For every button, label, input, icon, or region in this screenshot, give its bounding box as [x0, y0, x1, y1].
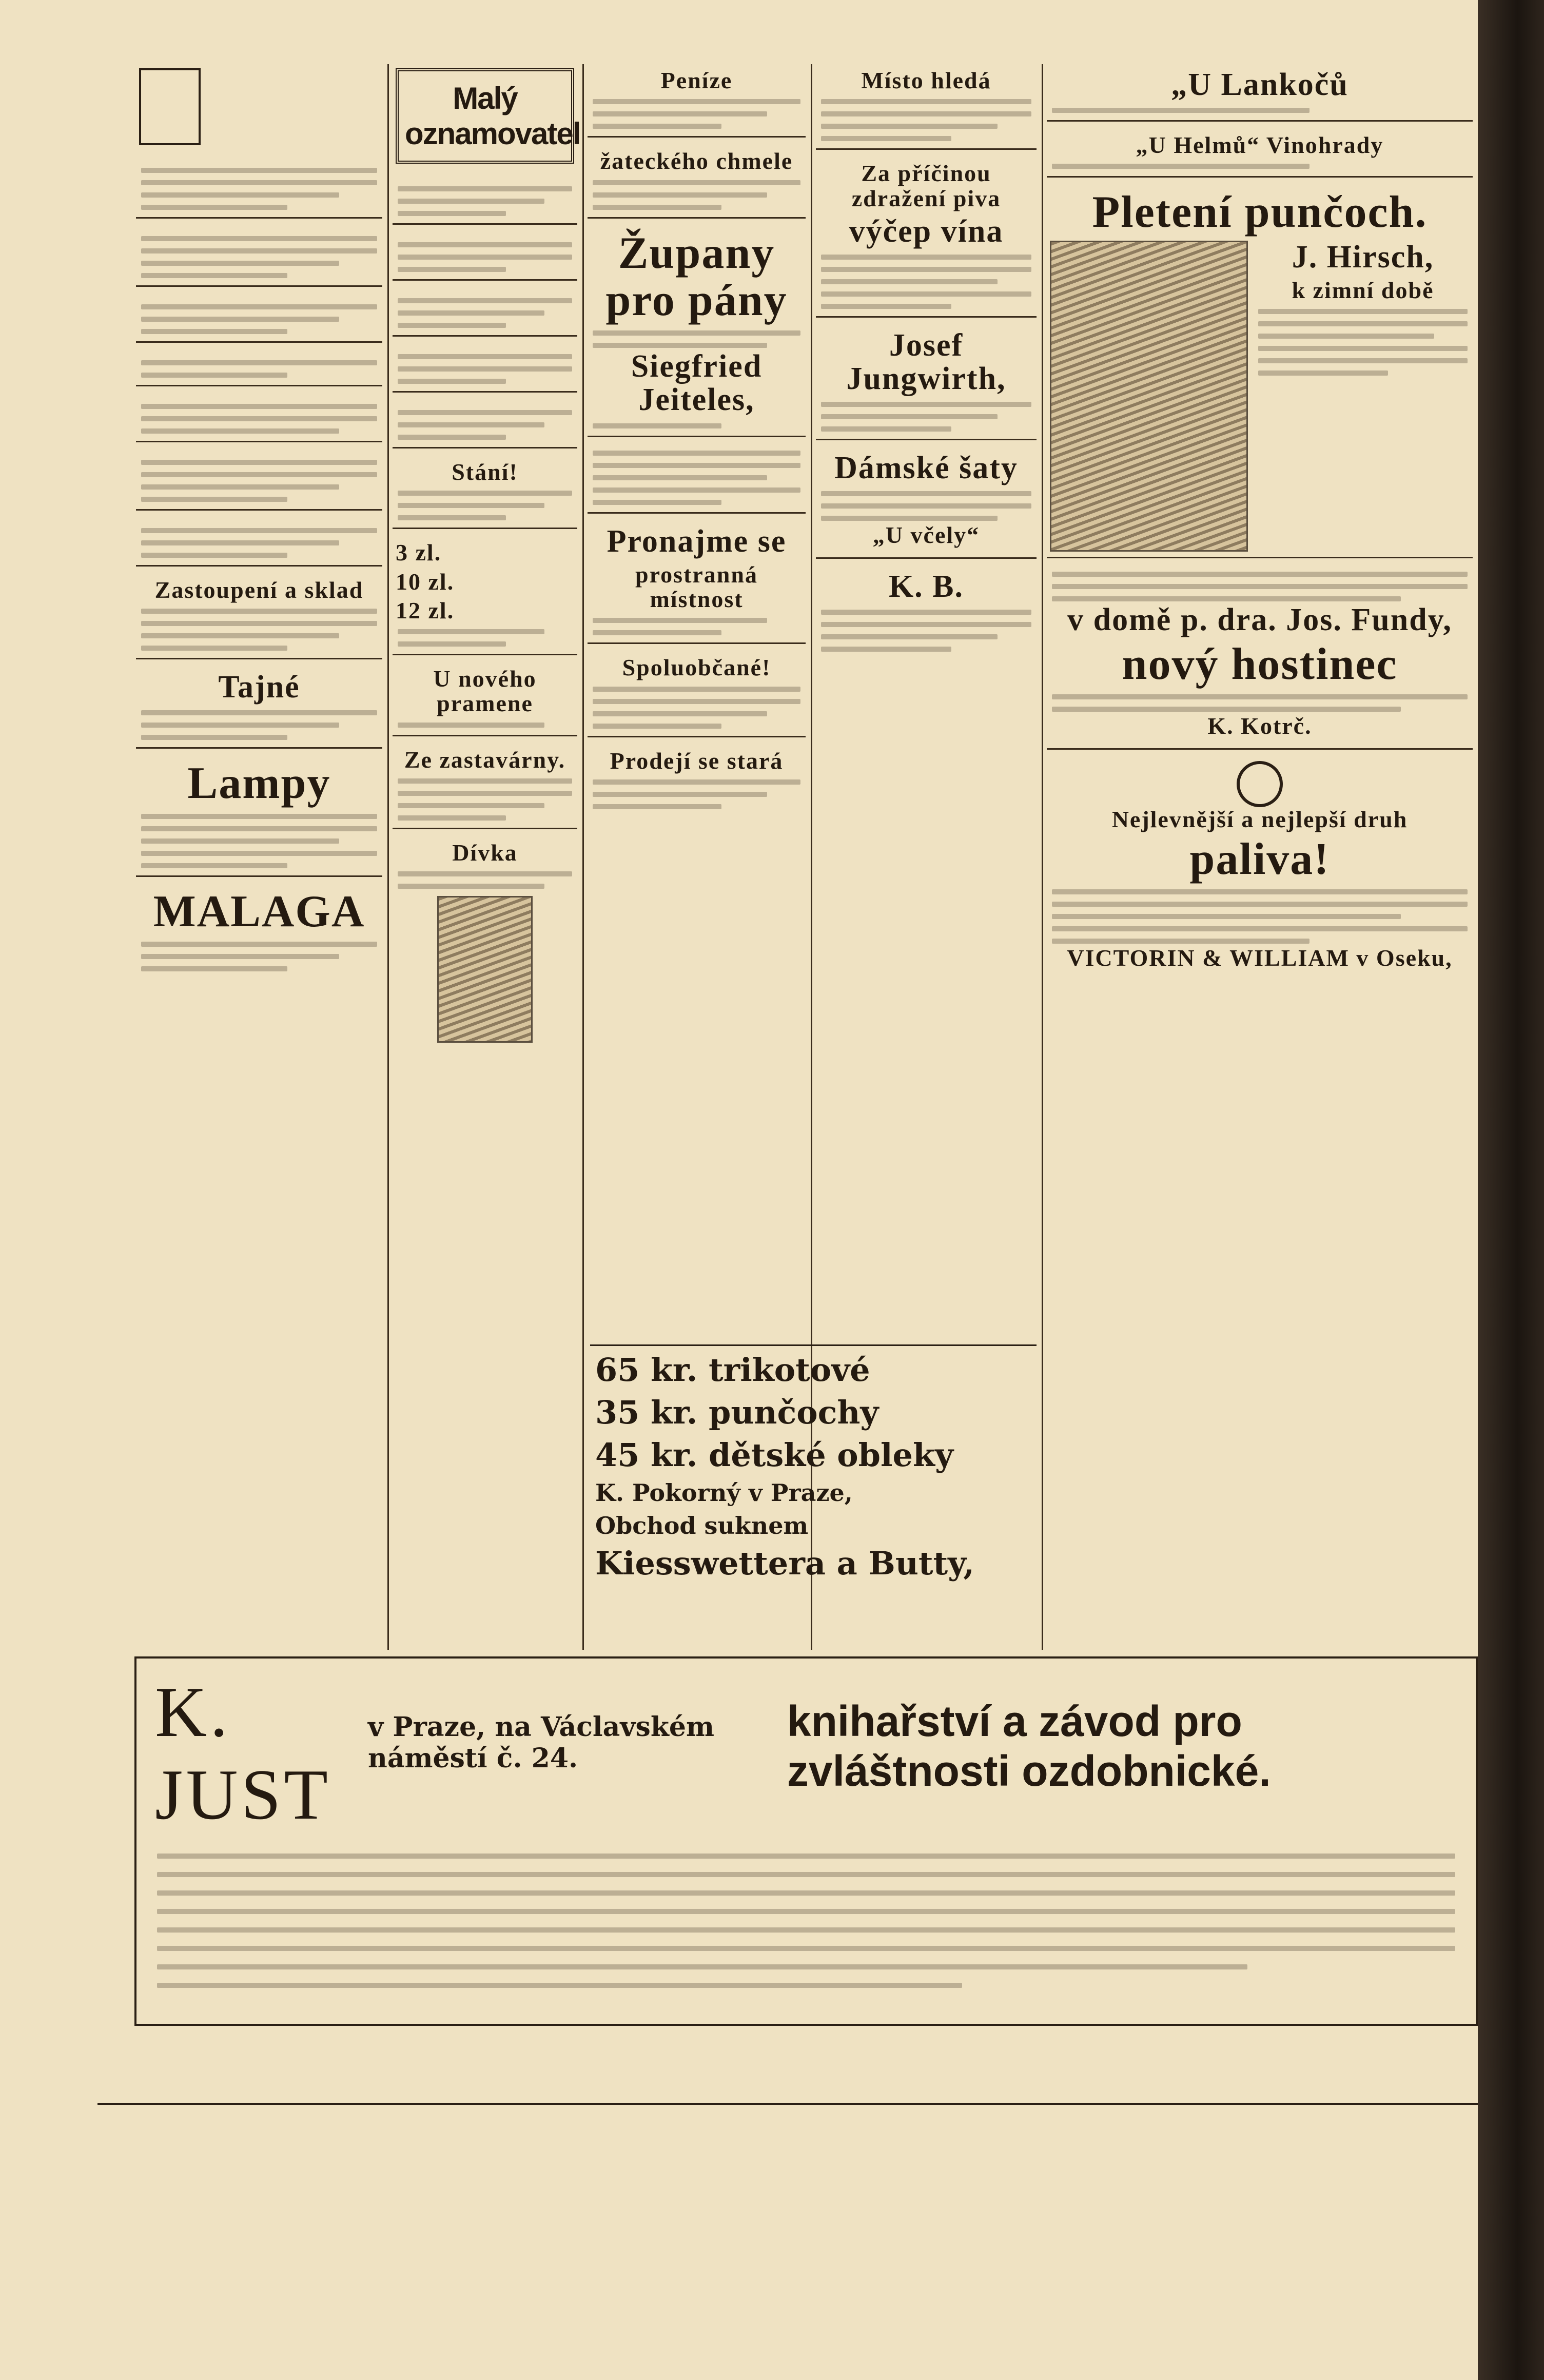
classified-ad: [136, 294, 382, 343]
classified-ad: [393, 176, 577, 225]
ad-heading: „U Helmů“ Vinohrady: [1136, 132, 1384, 159]
classified-ad: [136, 158, 382, 219]
price-line: 12 zl.: [396, 597, 455, 623]
ad-paliva: [1047, 757, 1473, 980]
ad-heading: Za příčinou zdražení piva: [851, 160, 1001, 211]
masthead-title: Malý oznamovatel: [396, 68, 574, 164]
ad-noveho-pramene: [393, 662, 577, 736]
classified-ad: [136, 350, 382, 386]
ad-subheading: výčep vína: [849, 213, 1004, 249]
column-divider: [582, 64, 584, 1650]
ad-jungwirth: [816, 325, 1037, 440]
ad-address: v Praze, na Václavském náměstí č. 24.: [368, 1711, 714, 1774]
ad-heading: Peníze: [660, 67, 733, 93]
classified-ad: [136, 450, 382, 511]
classified-ad: [136, 518, 382, 567]
ad-heading: „U Lankočů: [1171, 67, 1348, 102]
ad-heading: Spoluobčané!: [622, 654, 771, 681]
ad-subheading: „U včely“: [872, 522, 980, 549]
ad-heading: Nejlevnější a nejlepší druh: [1111, 806, 1408, 832]
ad-heading: MALAGA: [153, 886, 365, 937]
price-line: 10 zl.: [396, 568, 455, 595]
ad-heading: U nového pramene: [433, 666, 537, 717]
ad-heading: Dámské šaty: [834, 451, 1018, 486]
ad-kb: [816, 566, 1037, 659]
ad-subheading: nový hostinec: [1122, 639, 1398, 689]
ad-heading: Pletení punčoch.: [1092, 187, 1428, 238]
column-2: [393, 64, 580, 1650]
ad-heading: K. B.: [888, 569, 964, 604]
classified-ad: [393, 288, 577, 337]
column-5: [1047, 64, 1473, 1650]
footer-rule: [97, 2103, 1478, 2105]
ad-subheading: Kiesswettera a Butty,: [595, 1545, 974, 1582]
book-spine-edge: [1478, 0, 1544, 2380]
classified-ad: [393, 344, 577, 393]
ad-hirsch: [1047, 185, 1473, 558]
ad-heading: Místo hledá: [861, 67, 991, 93]
knitting-machine-illustration: [1050, 241, 1248, 552]
ad-zdrazeni: [816, 157, 1037, 318]
ad-subheading: prostranná místnost: [635, 561, 758, 612]
ad-penize: [588, 64, 806, 138]
classified-ad: [393, 232, 577, 281]
crossed-hammers-icon: [1237, 761, 1283, 807]
ad-lampy: [136, 756, 382, 876]
ad-misto: [816, 64, 1037, 150]
ad-hostinec: [1047, 565, 1473, 750]
wide-ad-just: [134, 1656, 1478, 2026]
ad-price-line: 35 kr. punčochy: [595, 1394, 879, 1431]
bottom-ads: [590, 1344, 1037, 1649]
ad-name: K. JUST: [155, 1672, 331, 1835]
ad-heading: Tajné: [218, 670, 300, 705]
ad-stani: [393, 456, 577, 529]
classified-ad: [136, 394, 382, 442]
ad-heading: Prodejí se stará: [610, 747, 784, 774]
ad-signature: K. Kotrč.: [1207, 713, 1312, 739]
masthead-left-box: [139, 68, 201, 145]
classified-ad: [588, 444, 806, 514]
ad-heading: Lampy: [187, 758, 331, 809]
ad-trade: knihařství a závod pro zvláštnosti ozdobnické.: [787, 1697, 1271, 1795]
ad-pronajme: [588, 521, 806, 645]
ad-divka: [393, 836, 577, 1053]
ad-lankocu: [1047, 64, 1473, 122]
ad-malaga: [136, 884, 382, 979]
ad-heading: Pronajme se: [607, 523, 787, 559]
ad-heading: žateckého chmele: [600, 148, 793, 174]
ad-spoluobcane: [588, 651, 806, 737]
ad-subheading: K. Pokorný v Praze,: [595, 1479, 853, 1507]
ad-helmu: [1047, 129, 1473, 178]
ad-heading: Ze zastavárny.: [404, 746, 566, 773]
beer-mug-illustration: [437, 896, 533, 1043]
ad-heading: Stání!: [452, 459, 518, 485]
ad-price-line: 65 kr. trikotové: [595, 1351, 870, 1389]
ad-tajne: [136, 667, 382, 749]
column-1: [136, 64, 382, 1650]
ad-damske: [816, 447, 1037, 558]
masthead: [136, 64, 382, 150]
ad-zastavarny: [393, 744, 577, 829]
ad-zastoupeni: [136, 574, 382, 659]
ad-heading: Župany pro pány: [605, 228, 788, 325]
ad-subheading: Siegfried Jeiteles,: [631, 349, 763, 418]
ad-price-line: 45 kr. dětské obleky: [595, 1436, 953, 1474]
ad-prices: [393, 536, 577, 655]
ad-subheading: VICTORIN & WILLIAM v Oseku,: [1067, 945, 1453, 971]
ad-subheading: paliva!: [1189, 834, 1330, 884]
ad-heading: v domě p. dra. Jos. Fundy,: [1067, 602, 1452, 637]
ad-subheading: Obchod suknem: [595, 1512, 809, 1539]
column-divider: [1042, 64, 1043, 1650]
ad-subheading: k zimní době: [1292, 277, 1434, 303]
masthead-title-box: [393, 64, 580, 169]
ad-prodeji: [588, 745, 806, 816]
column-divider: [387, 64, 389, 1650]
classified-ad: [136, 226, 382, 287]
ad-heading: Dívka: [452, 840, 518, 866]
ad-zateckeho: [588, 145, 806, 218]
ad-zupany: [588, 226, 806, 437]
price-line: 3 zl.: [396, 539, 442, 566]
ad-heading: Zastoupení a sklad: [154, 577, 364, 603]
ad-heading: Josef Jungwirth,: [846, 327, 1006, 397]
ad-subheading: J. Hirsch,: [1292, 239, 1434, 275]
classified-ad: [393, 400, 577, 448]
